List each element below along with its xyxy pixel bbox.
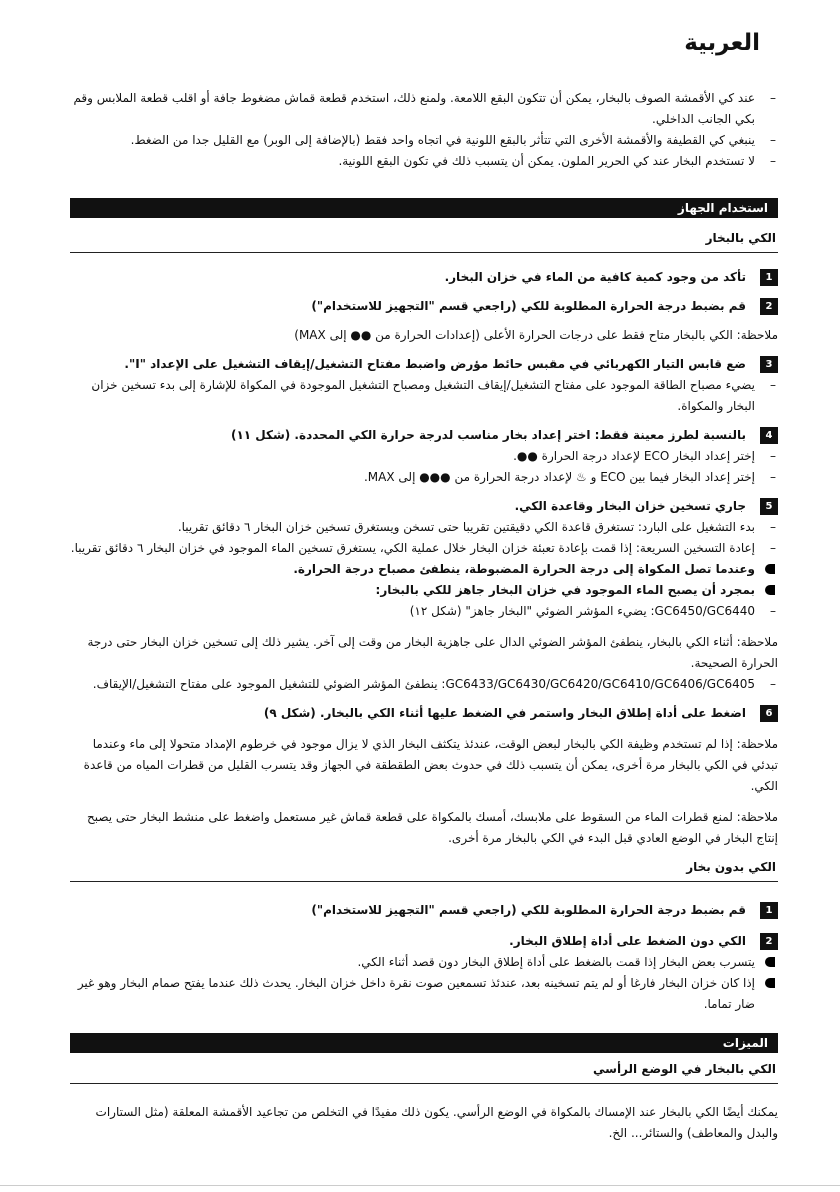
step-text: جاري تسخين خزان البخار وقاعدة الكي. — [514, 499, 746, 513]
note-steam-available: ملاحظة: الكي بالبخار متاح فقط على درجات الحرارة الأعلى (إعدادات الحرارة من ●● إلى MAX) — [294, 328, 778, 342]
subheading-vertical-steam: الكي بالبخار في الوضع الرأسي — [70, 1059, 778, 1084]
section-header-use: استخدام الجهاز — [70, 198, 778, 218]
note-water-drops: ملاحظة: لمنع قطرات الماء من السقوط على ملابسك، أمسك بالمكواة على قطعة قماش غير مستعمل واضغط على منشط البخار حتى يصبح إنتاج البخار في الوضع العادي قبل البدء في الكي بالبخار مرة أخرى. — [86, 810, 778, 845]
steam-step-2 — [70, 296, 778, 317]
footer-divider — [0, 1185, 840, 1186]
section-header-features: الميزات — [70, 1033, 778, 1053]
language-title: العربية — [684, 30, 760, 56]
step-text: بالنسبة لطرز معينة فقط: اختر إعداد بخار مناسب لدرجة حرارة الكي المحددة. (شكل ١١) — [230, 428, 746, 442]
steam-step-1 — [70, 267, 778, 288]
step-text: ضع قابس التيار الكهربائي في مقبس حائط مؤرض واضبط مفتاح التشغيل/إيقاف التشغيل على الإعداد "I". — [124, 357, 746, 371]
step-number-box: 2 — [760, 298, 778, 315]
step-number-box: 3 — [760, 356, 778, 373]
steam-step-6 — [70, 703, 778, 724]
page-content — [70, 88, 778, 1144]
step-number-box: 5 — [760, 498, 778, 515]
steam-step-5 — [70, 496, 778, 517]
subheading-steam-ironing: الكي بالبخار — [70, 228, 778, 253]
step-5-result: بمجرد أن يصبح الماء الموجود في خزان البخار جاهز للكي بالبخار: — [70, 580, 778, 601]
step-number-box: 6 — [760, 705, 778, 722]
step-text: قم بضبط درجة الحرارة المطلوبة للكي (راجعي قسم "التجهيز للاستخدام") — [311, 299, 746, 313]
subheading-ironing-without-steam: الكي بدون بخار — [70, 857, 778, 882]
step-4-detail: – إختر إعداد البخار فيما بين ECO و ♨ لإعداد درجة الحرارة من ●●● إلى MAX. — [70, 467, 778, 488]
step-number-box: 1 — [760, 269, 778, 286]
note-condensation: ملاحظة: إذا لم تستخدم وظيفة الكي بالبخار لبعض الوقت، عندئذ يتكثف البخار الذي لا يزال موجود في خرطوم الإمداد متحولا إلى ماء وعندما تبدئي في الكي بالبخار مرة أخرى، يمكن أن يتسبب ذلك في حدوث بعض الطقطقة في الجهاز وقد يتسرب القليل من قطرات المياه من قاعدة الكي. — [83, 737, 778, 793]
steam-step-4 — [70, 425, 778, 446]
step-text: الكي دون الضغط على أداة إطلاق البخار. — [509, 934, 746, 948]
vertical-steam-text: يمكنك أيضًا الكي بالبخار عند الإمساك بالمكواة في الوضع الرأسي. يكون ذلك مفيدًا في التخلص من تجاعيد الأقمشة المعلقة (مثل الستارات والبدل والمعاطف) والستائر... الخ. — [95, 1105, 778, 1140]
nosteam-step-2 — [70, 931, 778, 952]
nosteam-step-1 — [70, 900, 778, 921]
steam-step-3 — [70, 354, 778, 375]
step-5-detail: – GC6450/GC6440: يضيء المؤشر الضوئي "البخار جاهز" (شكل ١٢) — [70, 601, 778, 622]
intro-item: – ينبغي كي القطيفة والأقمشة الأخرى التي تتأثر بالبقع اللونية في اتجاه واحد فقط (بالإضافة إلى الوبر) مع القليل جدا من الضغط. — [70, 130, 778, 151]
step-4-detail: – إختر إعداد البخار ECO لإعداد درجة الحرارة ●●. — [70, 446, 778, 467]
nosteam-result: يتسرب بعض البخار إذا قمت بالضغط على أداة إطلاق البخار دون قصد أثناء الكي. — [70, 952, 778, 973]
half-circle-bullet-icon — [765, 585, 775, 595]
nosteam-result: إذا كان خزان البخار فارغا أو لم يتم تسخينه بعد، عندئذ تسمعين صوت نقرة داخل خزان البخار. يحدث ذلك عندما يفتح صمام البخار وهو غير ضار تماما. — [70, 973, 778, 1015]
step-number-box: 2 — [760, 933, 778, 950]
step-3-detail: – يضيء مصباح الطاقة الموجود على مفتاح التشغيل/إيقاف التشغيل ومصباح التشغيل الموجودة في المكواة للإشارة إلى بدء تسخين خزان البخار والمكواة. — [70, 375, 778, 417]
note-steam-ready-light: ملاحظة: أثناء الكي بالبخار، ينطفئ المؤشر الضوئي الدال على جاهزية البخار من وقت إلى آخر. يشير ذلك إلى تسخين خزان البخار حتى درجة الحرارة الصحيحة. — [87, 635, 778, 670]
step-text: اضغط على أداة إطلاق البخار واستمر في الضغط عليها أثناء الكي بالبخار. (شكل ٩) — [263, 706, 746, 720]
step-text: قم بضبط درجة الحرارة المطلوبة للكي (راجعي قسم "التجهيز للاستخدام") — [311, 903, 746, 917]
step-number-box: 4 — [760, 427, 778, 444]
half-circle-bullet-icon — [765, 957, 775, 967]
half-circle-bullet-icon — [765, 564, 775, 574]
step-5-detail: – بدء التشغيل على البارد: تستغرق قاعدة الكي دقيقتين تقريبا حتى تسخن ويستغرق تسخين خزان البخار ٦ دقائق تقريبا. — [70, 517, 778, 538]
step-5-detail: – إعادة التسخين السريعة: إذا قمت بإعادة تعبئة خزان البخار خلال عملية الكي، يستغرق تسخين الماء الموجود في خزان البخار ٦ دقائق تقريبا. — [70, 538, 778, 559]
step-number-box: 1 — [760, 902, 778, 919]
step-text: تأكد من وجود كمية كافية من الماء في خزان البخار. — [444, 270, 746, 284]
step-5-result: وعندما تصل المكواة إلى درجة الحرارة المضبوطة، ينطفئ مصباح درجة الحرارة. — [70, 559, 778, 580]
intro-item: – لا تستخدم البخار عند كي الحرير الملون. يمكن أن يتسبب ذلك في تكون البقع اللونية. — [70, 151, 778, 172]
half-circle-bullet-icon — [765, 978, 775, 988]
note-model-detail: – GC6433/GC6430/GC6420/GC6410/GC6406/GC6405: ينطفئ المؤشر الضوئي للتشغيل الموجود على مفتاح التشغيل/الإيقاف. — [70, 674, 778, 695]
intro-item: – عند كي الأقمشة الصوف بالبخار، يمكن أن تتكون البقع اللامعة. ولمنع ذلك، استخدم قطعة قماش مضغوط جافة أو اقلب قطعة الملابس وقم بكي الجانب الداخلي. — [70, 88, 778, 130]
